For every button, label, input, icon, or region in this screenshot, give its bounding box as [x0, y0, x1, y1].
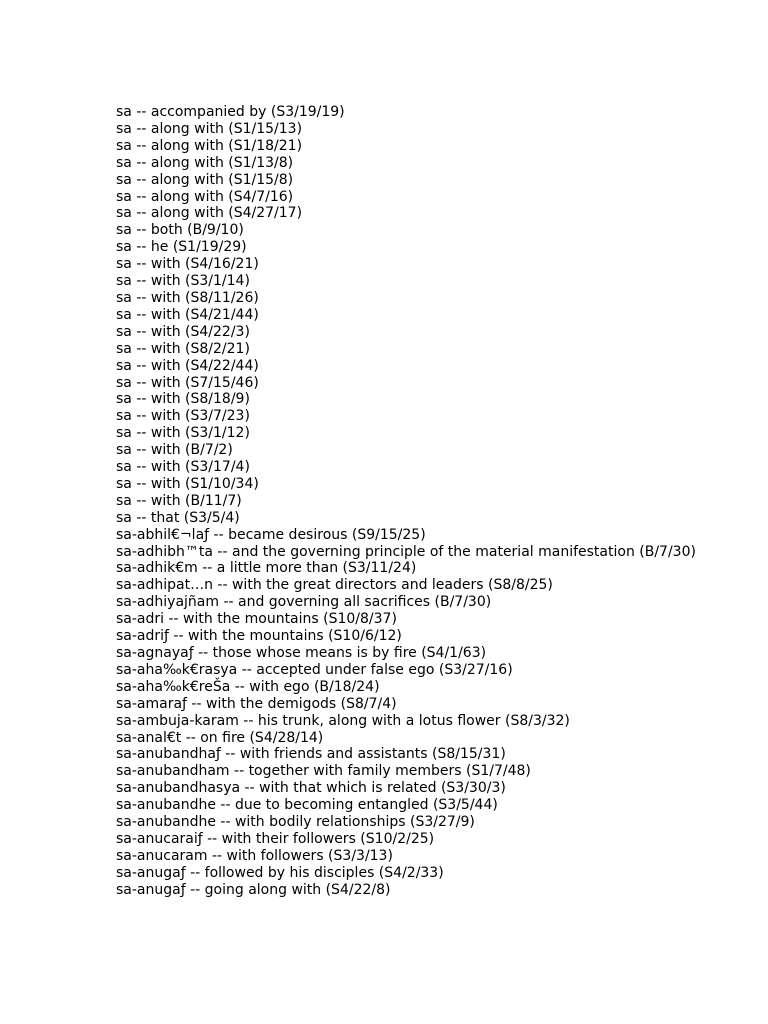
dictionary-entry: sa -- along with (S4/27/17)	[116, 205, 303, 222]
dictionary-entry: sa -- with (S1/10/34)	[116, 475, 259, 492]
dictionary-entry: sa -- with (S8/11/26)	[116, 289, 259, 306]
dictionary-entry: sa-adhik€m -- a little more than (S3/11/24)	[116, 560, 417, 577]
dictionary-entry: sa -- with (S4/16/21)	[116, 256, 259, 273]
dictionary-entry: sa-amaraƒ -- with the demigods (S8/7/4)	[116, 695, 397, 712]
dictionary-page	[116, 104, 716, 899]
dictionary-entry: sa-anubandhe -- due to becoming entangled (S3/5/44)	[116, 797, 498, 814]
dictionary-entry: sa-anubandhaƒ -- with friends and assistants (S8/15/31)	[116, 746, 506, 763]
dictionary-entry: sa-anucaram -- with followers (S3/3/13)	[116, 847, 393, 864]
dictionary-entry: sa -- along with (S1/15/8)	[116, 171, 294, 188]
dictionary-entry: sa-ambuja-karam -- his trunk, along with a lotus flower (S8/3/32)	[116, 712, 570, 729]
dictionary-entry: sa -- with (S3/7/23)	[116, 408, 250, 425]
dictionary-entry: sa -- with (B/7/2)	[116, 442, 233, 459]
dictionary-entry: sa -- with (S3/1/12)	[116, 425, 250, 442]
dictionary-entry: sa -- with (S4/22/3)	[116, 323, 250, 340]
dictionary-entry: sa -- with (S3/17/4)	[116, 459, 250, 476]
dictionary-entry: sa -- along with (S1/15/13)	[116, 120, 303, 137]
dictionary-entry: sa -- accompanied by (S3/19/19)	[116, 104, 345, 120]
dictionary-entry: sa -- he (S1/19/29)	[116, 239, 247, 256]
dictionary-entry: sa-anubandham -- together with family members (S1/7/48)	[116, 763, 531, 780]
dictionary-entry: sa -- with (S3/1/14)	[116, 273, 250, 290]
dictionary-entry: sa -- that (S3/5/4)	[116, 509, 240, 526]
dictionary-entry: sa-aha‰k€reŠa -- with ego (B/18/24)	[116, 678, 380, 695]
dictionary-entry: sa -- along with (S1/13/8)	[116, 154, 294, 171]
dictionary-entry: sa -- along with (S4/7/16)	[116, 188, 294, 205]
dictionary-entry: sa -- with (S4/21/44)	[116, 306, 259, 323]
dictionary-entry: sa-anugaƒ -- followed by his disciples (S4/2/33)	[116, 864, 444, 881]
dictionary-entry: sa-anubandhasya -- with that which is related (S3/30/3)	[116, 780, 506, 797]
dictionary-entry: sa-anugaƒ -- going along with (S4/22/8)	[116, 881, 391, 898]
dictionary-entry: sa-adhiyajñam -- and governing all sacrifices (B/7/30)	[116, 594, 492, 611]
dictionary-entry: sa -- along with (S1/18/21)	[116, 137, 303, 154]
dictionary-entry: sa-anal€t -- on fire (S4/28/14)	[116, 729, 324, 746]
dictionary-entry: sa-adhibh™ta -- and the governing principle of the material manifestation (B/7/30)	[116, 543, 696, 560]
dictionary-entry: sa -- with (B/11/7)	[116, 492, 242, 509]
dictionary-entry: sa-anubandhe -- with bodily relationships (S3/27/9)	[116, 814, 475, 831]
dictionary-entry: sa-adriƒ -- with the mountains (S10/6/12)	[116, 628, 402, 645]
dictionary-entry: sa-abhil€¬laƒ -- became desirous (S9/15/25)	[116, 526, 426, 543]
dictionary-entry: sa -- with (S8/2/21)	[116, 340, 250, 357]
dictionary-entry: sa -- both (B/9/10)	[116, 222, 244, 239]
dictionary-entry: sa -- with (S7/15/46)	[116, 374, 259, 391]
dictionary-entry: sa -- with (S4/22/44)	[116, 357, 259, 374]
dictionary-entry: sa-adhipat…n -- with the great directors and leaders (S8/8/25)	[116, 577, 553, 594]
dictionary-entry: sa -- with (S8/18/9)	[116, 391, 250, 408]
dictionary-entry: sa-adri -- with the mountains (S10/8/37)	[116, 611, 397, 628]
dictionary-entry: sa-aha‰k€rasya -- accepted under false ego (S3/27/16)	[116, 661, 513, 678]
dictionary-entry: sa-anucaraiƒ -- with their followers (S10/2/25)	[116, 830, 435, 847]
dictionary-entry: sa-agnayaƒ -- those whose means is by fire (S4/1/63)	[116, 645, 487, 661]
